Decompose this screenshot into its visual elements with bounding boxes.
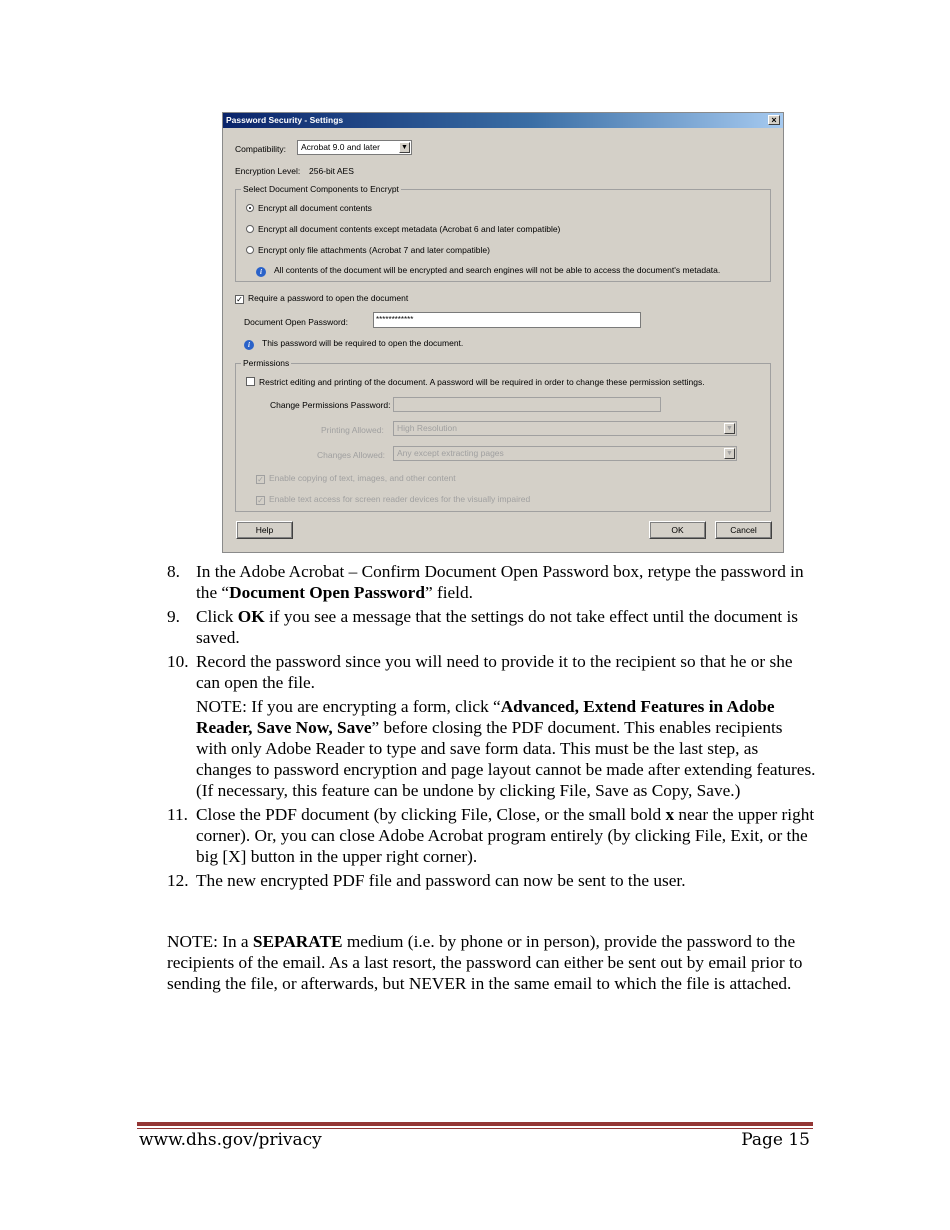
- list-item: [167, 804, 817, 867]
- checkbox-checked-icon: ✓: [236, 295, 243, 304]
- radio-encrypt-all-label: Encrypt all document contents: [258, 203, 372, 213]
- step-text: In the Adobe Acrobat – Confirm Document Open Password box, retype the password in the “: [196, 562, 804, 602]
- note-text: ” before closing the PDF document. This enables recipients with only Adobe Reader to type and save form data. This must be the last step, as changes to password encryption and page layout cannot be made after extending features. (If necessary, this feature can be undone by clicking File, Save as Copy, Save.): [196, 718, 816, 800]
- step-bold: OK: [237, 607, 265, 626]
- chevron-down-icon: ▼: [399, 142, 410, 153]
- checkbox-checked-icon: ✓: [257, 496, 264, 505]
- dialog-title-bar: [223, 113, 783, 128]
- note-bold: Advanced, Extend Features in Adobe Reader, Save Now, Save: [196, 697, 775, 737]
- step-number: 8.: [167, 562, 180, 581]
- changes-allowed-label: Changes Allowed:: [317, 450, 386, 460]
- step-text: Click: [196, 607, 238, 626]
- printing-allowed-select[interactable]: [393, 421, 737, 436]
- chevron-down-icon: ▼: [724, 448, 735, 459]
- open-password-input[interactable]: ************: [373, 312, 641, 328]
- step-text: Record the password since you will need to provide it to the recipient so that he or she can open the file.: [196, 652, 793, 692]
- encryption-level-label: Encryption Level:: [235, 166, 301, 176]
- radio-attachments-label: Encrypt only file attachments (Acrobat 7 and later compatible): [258, 245, 490, 255]
- components-info-text: All contents of the document will be encrypted and search engines will not be able to access the document's metadata.: [274, 265, 721, 275]
- dialog-title: Password Security - Settings: [226, 115, 344, 125]
- radio-except-metadata-label: Encrypt all document contents except metadata (Acrobat 6 and later compatible): [258, 224, 561, 234]
- permissions-group-label: Permissions: [243, 358, 290, 368]
- change-permissions-label: Change Permissions Password:: [270, 400, 391, 410]
- step-bold: x: [665, 805, 675, 824]
- compatibility-label: Compatibility:: [235, 144, 287, 154]
- radio-icon: [246, 225, 254, 233]
- info-icon: i: [256, 267, 266, 277]
- help-button[interactable]: Help: [236, 521, 293, 539]
- components-group-label: Select Document Components to Encrypt: [243, 184, 399, 194]
- radio-encrypt-except-metadata[interactable]: [246, 224, 560, 234]
- note-text: medium (i.e. by phone or in person), provide the password to the recipients of the email. As a last resort, the password can either be sent out by email prior to sending the file, or afterwards, but NEVER in the same email to which the file is attached.: [167, 932, 803, 993]
- final-note: [167, 931, 817, 994]
- info-icon: i: [244, 340, 254, 350]
- list-item: [167, 870, 817, 891]
- footer-url[interactable]: www.dhs.gov/privacy: [139, 1130, 322, 1150]
- open-password-info-text: This password will be required to open the document.: [262, 338, 464, 348]
- enable-copying-checkbox[interactable]: [256, 473, 456, 484]
- checkbox-checked-icon: ✓: [257, 475, 264, 484]
- password-security-dialog: [222, 112, 784, 553]
- note-text: NOTE: In a: [167, 932, 253, 951]
- encryption-level-value: 256-bit AES: [309, 166, 354, 176]
- step-number: 9.: [167, 607, 180, 626]
- step-note: [196, 696, 817, 801]
- enable-text-access-checkbox[interactable]: [256, 494, 530, 505]
- printing-allowed-value: High Resolution: [397, 423, 458, 433]
- list-item: [167, 561, 817, 603]
- chevron-down-icon: ▼: [724, 423, 735, 434]
- cancel-button[interactable]: Cancel: [715, 521, 772, 539]
- step-text: near the upper right corner). Or, you can close Adobe Acrobat program entirely (by clicking File, Exit, or the big [X] button in the upper right corner).: [196, 805, 815, 866]
- step-number: 11.: [167, 805, 188, 824]
- list-item: [167, 651, 817, 801]
- note-bold: SEPARATE: [252, 932, 343, 951]
- radio-encrypt-all[interactable]: [246, 203, 372, 213]
- step-number: 12.: [167, 871, 189, 890]
- change-permissions-input[interactable]: [393, 397, 661, 412]
- permissions-group: [235, 358, 771, 512]
- footer-page-number: Page 15: [741, 1130, 810, 1150]
- checkbox-icon: [246, 377, 255, 386]
- footer-rule-thick: [137, 1122, 813, 1126]
- compatibility-select[interactable]: [297, 140, 412, 155]
- step-number: 10.: [167, 652, 189, 671]
- restrict-editing-label: Restrict editing and printing of the document. A password will be required in order to change these permission settings.: [259, 377, 705, 387]
- ok-button[interactable]: OK: [649, 521, 706, 539]
- changes-allowed-select[interactable]: [393, 446, 737, 461]
- step-text: ” field.: [424, 583, 473, 602]
- require-open-password-checkbox[interactable]: [235, 293, 408, 304]
- enable-text-access-label: Enable text access for screen reader devices for the visually impaired: [269, 494, 531, 504]
- components-group: [235, 184, 771, 282]
- components-info: [256, 265, 720, 277]
- enable-copying-label: Enable copying of text, images, and other content: [269, 473, 456, 483]
- open-password-label: Document Open Password:: [244, 317, 348, 327]
- close-icon[interactable]: ×: [768, 115, 780, 125]
- footer-rule-thin: [137, 1128, 813, 1129]
- list-item: [167, 606, 817, 648]
- step-bold: Document Open Password: [229, 583, 425, 602]
- compatibility-value: Acrobat 9.0 and later: [301, 142, 380, 152]
- step-text: Close the PDF document (by clicking File, Close, or the small bold: [196, 805, 666, 824]
- restrict-editing-checkbox[interactable]: [246, 377, 705, 387]
- step-text: if you see a message that the settings do not take effect until the document is saved.: [196, 607, 798, 647]
- steps-list: [167, 561, 817, 894]
- radio-selected-icon: [246, 204, 254, 212]
- changes-allowed-value: Any except extracting pages: [397, 448, 504, 458]
- radio-icon: [246, 246, 254, 254]
- note-text: NOTE: If you are encrypting a form, click “: [196, 697, 501, 716]
- printing-allowed-label: Printing Allowed:: [321, 425, 384, 435]
- require-open-password-label: Require a password to open the document: [248, 293, 409, 303]
- step-text: The new encrypted PDF file and password can now be sent to the user.: [196, 871, 686, 890]
- radio-encrypt-attachments[interactable]: [246, 245, 490, 255]
- open-password-info: [244, 338, 463, 350]
